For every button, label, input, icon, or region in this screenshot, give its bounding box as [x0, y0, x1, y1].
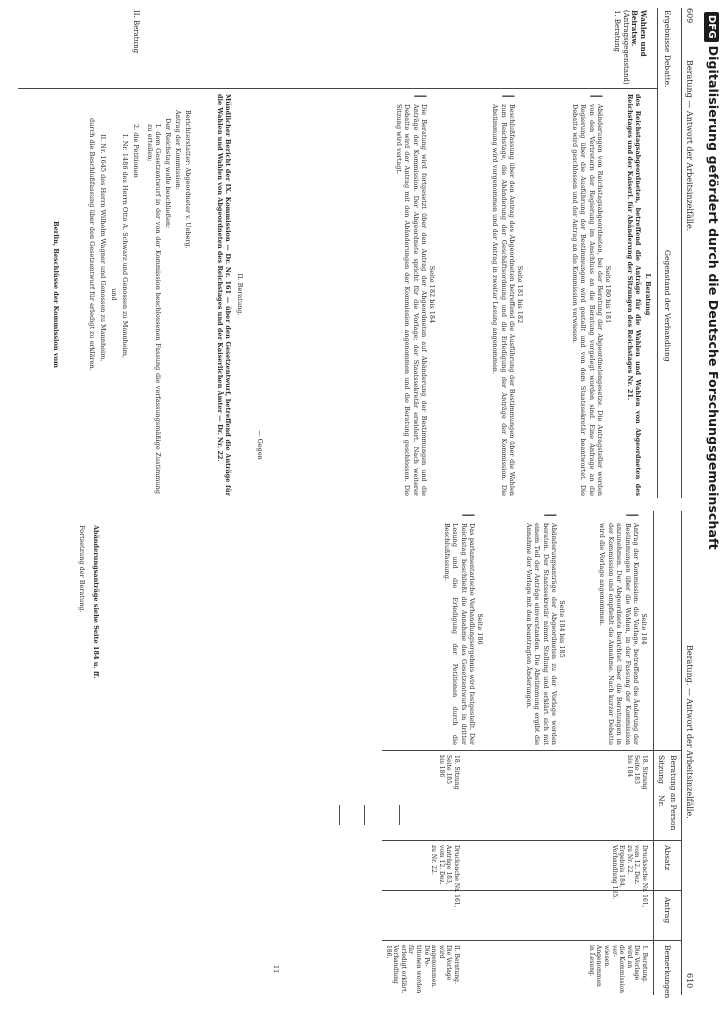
page-number-right: 610 [685, 973, 694, 989]
marginal-bar-a: | [590, 94, 604, 99]
section-title-2: II. Beratung. [236, 273, 244, 316]
section-intro: des Reichstagsabgeordneten, betreffend die Anträge für die Wahlen und Wahlen von Abgeordneten des Reichstages und der Kaiserl. für Abänderung der Sitzungen des Reichstages Nr. 21. [625, 94, 642, 496]
right-divider-1 [382, 750, 682, 751]
subhead-sitzung: Sitzung [657, 755, 666, 784]
right-entry-ref: Seite 184 bis 185 [558, 600, 566, 658]
blank-line-2 [364, 805, 365, 825]
table-cell-bemerkung-1: 1. Beratung. Die Vorlage wird an die Kommission ver- wiesen. Angenommen in Lesung. [587, 945, 648, 994]
left-column-entry-2: II. Beratung [132, 10, 140, 54]
column-divider [18, 88, 658, 89]
list-line-6: I. Nr. 1486 des Herrn Otto A. Schwarz und Genossen zu Mannheim, [121, 134, 129, 359]
table-cell-sitzung-1: 18. Sitzung Seite 183 bis 184 [625, 755, 648, 790]
right-entry-2: Abänderungsanträge der Abgeordneten zu der Vorlage werden beraten. Der Staatssekretär nimmt Stellung und erklärt sich mit einem Teil der Anträge einverstanden. Die Abstimmung ergibt die Annahme der Vorlage mit den beantragten Änderungen. [524, 523, 558, 745]
marginal-bar-r3: | [462, 513, 476, 518]
column-head-absatz: Absatz [663, 845, 672, 871]
ref-b: Seite 181 bis 182 [516, 265, 524, 324]
digitization-text: Digitalisierung gefördert durch die Deutsche Forschungsgemeinschaft [706, 45, 721, 550]
digitization-banner [703, 0, 723, 1000]
list-line-9: durch die Beschlußfassung über den Gesetzentwurf für erledigt zu erklären. [88, 118, 96, 371]
blank-line-3 [339, 805, 340, 825]
marginal-bar-r1: | [626, 513, 640, 518]
text-block-b: Beschlußfassung über den Antrag des Abgeordneten betreffend die Ausführung der Bestimmungen über die Wahlen zum Reichstage, die Abänderung der Geschäftsordnung und die Erledigung der Anträge der Kommission. Die Abstimmung wird vorgenommen und der Antrag in zweiter Lesung angenommen. [491, 104, 516, 496]
list-line-2: Antrag der Kommission: [174, 110, 182, 190]
column-head-beratung: Beratung an Person [669, 755, 678, 831]
marginal-bar-r2: | [544, 513, 558, 518]
column-head-rule-right [653, 511, 654, 995]
right-page [0, 505, 700, 1000]
entry-3-head: Seite 186 [476, 613, 484, 645]
list-line-8: II. Nr. 1645 des Herrn Wilhelm Wagner und Genossen zu Mannheim, [99, 134, 107, 362]
marginal-bar-c: | [414, 94, 428, 99]
table-cell-bemerkung-2: II. Beratung. Die Vorlage wird angenommen. Die Pe- titionen werden für erledigt erklärt. Verhandlung 186. [384, 945, 460, 994]
list-line-4: I. dem Gesetzentwurf in der von der Kommission beschlossenen Fassung die verfassungsmäßige Zustimmung zu erteilen; [145, 124, 162, 494]
column-head-bemerkungen: Bemerkungen [663, 945, 672, 999]
right-divider-4 [382, 940, 682, 941]
table-cell-antrag-1: Drucksache Nr. 161, vom 12. Dez. zu Nr. 22. Ergebnis 184, Verhandlung 185. [610, 845, 648, 908]
blank-line-1 [399, 805, 400, 825]
right-divider-2 [382, 840, 682, 841]
entry-1-head: Seite 184 [640, 613, 648, 645]
column-head-results: Ergebnisse Debatte. [663, 10, 672, 88]
right-entry-3: Das parlamentarische Verhandlungsergebnis wird festgestellt. Der Reichstag beschließt die Annahme des Gesetzentwurfs in dritter Lesung und die Erledigung der Petitionen durch die Beschlußfassung. [442, 523, 476, 745]
dfg-logo-icon: DFG [704, 12, 719, 42]
bottom-note-1: Abänderungsanträge siehe Seite 184 u. ff. [92, 525, 100, 679]
page-mark: 11 [272, 965, 280, 974]
column-head-antrag: Antrag [663, 897, 672, 924]
text-block-a: Abänderungen von Reichstagsabgeordneten, bei der Beratung der Abgeordnetengesetze. Die Antragsteller werden von den Vertretern der Regierung im Anschluss an die Beratung vorgelegt worden sind. Eine Anfrage an die Regierung über die Ausführung der Bestimmungen wird gestellt und von dem Staatssekretär beantwortet. Die Debatte wird geschlossen und der Antrag an die Kommission verwiesen. [570, 104, 604, 496]
ref-c: Seite 182 bis 184 [428, 265, 436, 324]
header-rule-right [681, 511, 682, 995]
column-head-rule [657, 8, 658, 498]
subhead-nr: Nr. [657, 795, 666, 807]
running-header-right: Beratung. — Antwort der Arbeitsinzelfälle. [685, 645, 694, 819]
column-head-subject: Gegenstand der Verhandlung [663, 250, 672, 362]
block-c-end: — Gegen [256, 430, 264, 460]
running-header-left: Beratung — Antwort der Arbeitsinzelfälle. [685, 60, 694, 232]
ref-a: Seite 180 bis 181 [604, 265, 612, 324]
header-rule [681, 8, 682, 498]
table-cell-antrag-2: Drucksache Nr. 161, Anträge 183, vom 12. Dez. zu Nr. 22. [430, 845, 460, 908]
right-entry-1: Antrag der Kommission: die Vorlage, betreffend die Änderung der Bestimmungen über die Wahlen, in der Fassung der Kommission anzunehmen. Der Abgeordnete berichtet über die Beratungen in der Kommission und empfiehlt die Annahme. Nach kurzer Debatte wird die Vorlage angenommen. [598, 523, 640, 745]
page-number-left: 609 [685, 8, 694, 24]
table-cell-sitzung-2: 18. Sitzung Seite 185 bis 186 [437, 755, 460, 790]
list-line-3: Der Reichstag wolle beschließen: [164, 118, 172, 229]
bottom-note-2: Fortsetzung der Beratung. [78, 525, 86, 613]
section-2-intro: Mündlicher Bericht der IX. Kommission — Dr. Nr. 161 — über den Gesetzentwurf, betreffend die Anträge für die Wahlen und Wahlen von Abgeordneten des Reichstages und der Kaiserlichen Ämter — Dr. Nr. 22. [215, 94, 232, 496]
section-title-1: I. Beratung [644, 273, 652, 316]
left-column-entry-1: Wahlen und Beiratsw. (Antragsgegenstand) 1. Beratung [613, 10, 648, 85]
text-block-c: Die Beratung wird fortgesetzt über den Antrag der Abgeordneten auf Abänderung der Bestimmungen und die Anträge der Kommission. Der Abgeordnete spricht für die Vorlage; der Staatssekretär erwidert. Nach weiterer Debatte wird der Antrag mit den Abänderungen der Kommission angenommen und die Beratung geschlossen. Die Sitzung wird vertagt. [394, 104, 428, 496]
list-line-1: Berichterstatter: Abgeordneter v. Ueberg. [184, 110, 192, 249]
list-line-7: und [110, 288, 118, 301]
left-page-footer: Berlin, Beschlüsse der Kommission vom [52, 221, 60, 368]
left-page [0, 0, 700, 505]
list-line-5: 2. die Petitionen [132, 124, 140, 178]
marginal-bar-b: | [502, 94, 516, 99]
